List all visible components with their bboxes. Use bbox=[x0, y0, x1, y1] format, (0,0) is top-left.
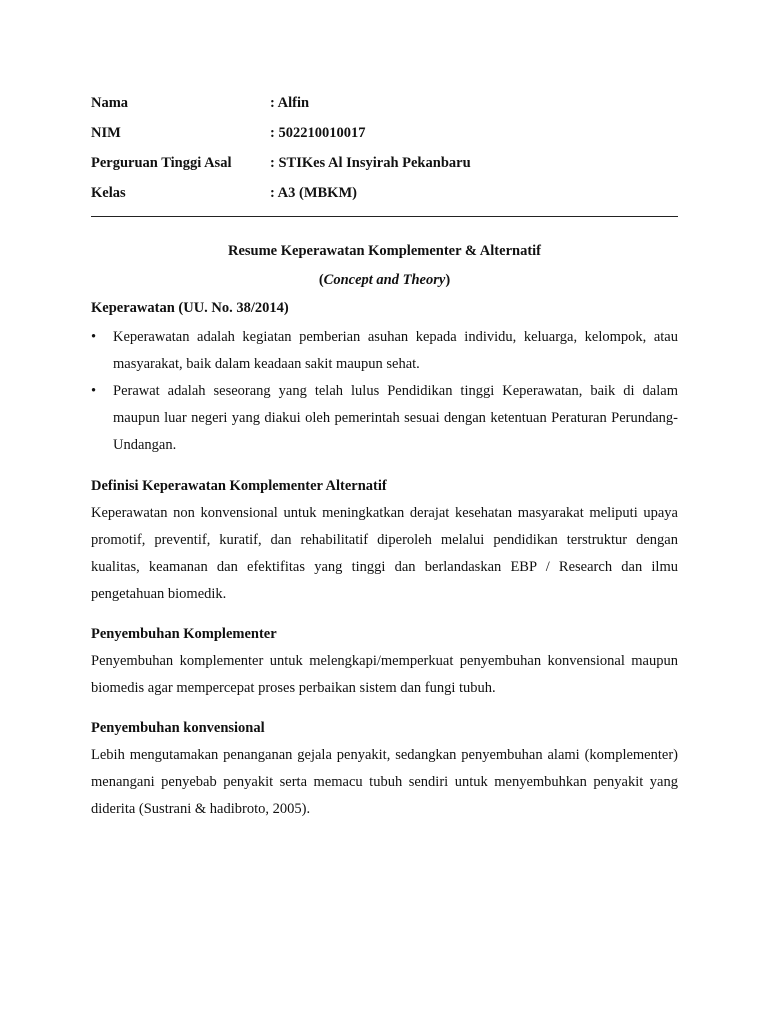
info-row-perguruan bbox=[91, 148, 678, 178]
info-label: Nama bbox=[91, 95, 129, 111]
section-paragraph: Penyembuhan komplementer untuk melengkapi/memperkuat penyembuhan konvensional maupun biomedis agar mempercepat proses perbaikan sistem dan fungi tubuh. bbox=[91, 653, 678, 696]
student-info bbox=[91, 88, 678, 208]
bullet-icon: • bbox=[91, 383, 97, 399]
bullet-icon: • bbox=[91, 329, 97, 345]
section-paragraph: Keperawatan non konvensional untuk meningkatkan derajat kesehatan masyarakat meliputi upaya promotif, preventif, kuratif, dan rehabilitatif diperoleh melalui pendidikan terstruktur dengan kualitas, keamanan dan efektifitas yang tinggi dan berlandaskan EBP / Research dan ilmu pengetahuan biomedik. bbox=[91, 505, 678, 602]
document-title: Resume Keperawatan Komplementer & Alternatif bbox=[227, 243, 542, 259]
subtitle-paren-open: ( bbox=[318, 272, 324, 288]
subtitle-paren-close: ) bbox=[445, 272, 451, 288]
section-heading-komplementer: Penyembuhan Komplementer bbox=[91, 626, 277, 642]
bullet-list bbox=[91, 324, 678, 459]
list-item-text: Keperawatan adalah kegiatan pemberian asuhan kepada individu, keluarga, kelompok, atau masyarakat, baik dalam keadaan sakit maupun sehat. bbox=[113, 329, 678, 372]
document-page bbox=[91, 88, 678, 823]
section-heading-keperawatan: Keperawatan (UU. No. 38/2014) bbox=[91, 300, 289, 316]
section-paragraph: Lebih mengutamakan penanganan gejala penyakit, sedangkan penyembuhan alami (komplementer) menangani penyebab penyakit serta memacu tubuh sendiri untuk menyembuhkan penyakit yang diderita (Sustrani & hadibroto, 2005). bbox=[91, 747, 678, 817]
list-item bbox=[91, 324, 678, 378]
document-subtitle bbox=[91, 266, 678, 295]
info-row-kelas bbox=[91, 178, 678, 208]
horizontal-divider bbox=[91, 216, 678, 217]
section-heading-definisi: Definisi Keperawatan Komplementer Alternatif bbox=[91, 478, 387, 494]
info-value: : Alfin bbox=[270, 95, 310, 111]
list-item bbox=[91, 378, 678, 459]
info-value: : A3 (MBKM) bbox=[270, 185, 357, 201]
info-value: : 502210010017 bbox=[270, 125, 366, 141]
info-label: NIM bbox=[91, 125, 121, 141]
info-row-nim bbox=[91, 118, 678, 148]
subtitle-italic: Concept and Theory bbox=[323, 272, 446, 288]
info-row-nama bbox=[91, 88, 678, 118]
info-label: Perguruan Tinggi Asal bbox=[91, 155, 232, 171]
section-heading-konvensional: Penyembuhan konvensional bbox=[91, 720, 265, 736]
info-label: Kelas bbox=[91, 185, 126, 201]
list-item-text: Perawat adalah seseorang yang telah lulus Pendidikan tinggi Keperawatan, baik di dalam maupun luar negeri yang diakui oleh pemerintah sesuai dengan ketentuan Peraturan Perundang-Undangan. bbox=[113, 383, 678, 453]
info-value: : STIKes Al Insyirah Pekanbaru bbox=[270, 155, 471, 171]
